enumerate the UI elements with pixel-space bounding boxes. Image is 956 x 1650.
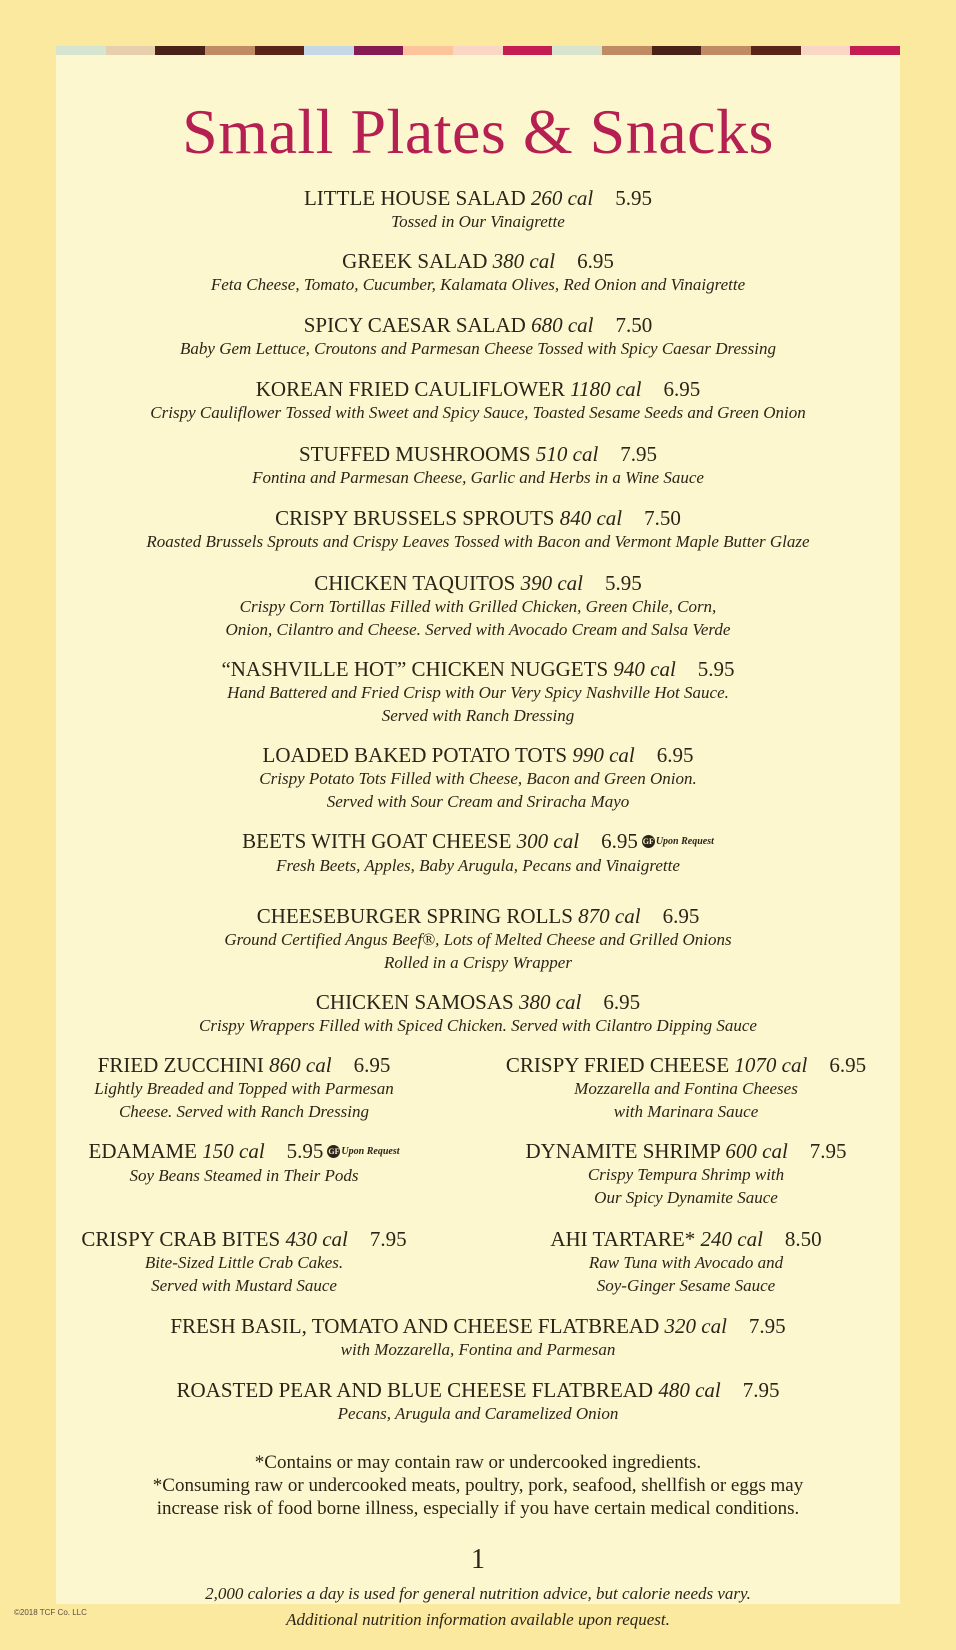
stripe-segment	[552, 46, 602, 55]
item-heading	[56, 657, 900, 681]
item-heading	[56, 442, 900, 466]
item-calories: 870 cal	[578, 904, 641, 928]
menu-item	[56, 186, 900, 233]
item-price: 6.95	[656, 743, 694, 767]
item-price: 7.95	[748, 1314, 786, 1338]
item-price: 5.95	[615, 186, 653, 210]
page-title: Small Plates & Snacks	[182, 96, 774, 167]
stripe-segment	[751, 46, 801, 55]
item-name: EDAMAME	[88, 1139, 198, 1163]
menu-item	[56, 904, 900, 974]
calorie-footnote: 2,000 calories a day is used for general nutrition advice, but calorie needs vary.	[205, 1584, 751, 1603]
item-name: CRISPY FRIED CHEESE	[505, 1053, 730, 1077]
stripe-segment	[503, 46, 553, 55]
item-heading	[56, 1139, 432, 1164]
menu-item	[56, 1314, 900, 1361]
item-name: LOADED BAKED POTATO TOTS	[262, 743, 568, 767]
item-description: Cheese. Served with Ranch Dressing	[118, 1102, 370, 1121]
gluten-free-note: Upon Request	[655, 836, 714, 847]
menu-item	[56, 571, 900, 641]
item-price: 6.95	[353, 1053, 391, 1077]
item-price: 7.95	[742, 1378, 780, 1402]
item-heading	[56, 1314, 900, 1338]
item-heading	[56, 1378, 900, 1402]
copyright: ©2018 TCF Co. LLC	[14, 1608, 87, 1617]
item-description: Served with Mustard Sauce	[151, 1276, 337, 1295]
item-price: 8.50	[784, 1227, 822, 1251]
stripe-segment	[155, 46, 205, 55]
item-description: Crispy Tempura Shrimp with	[587, 1165, 785, 1184]
item-calories: 480 cal	[658, 1378, 721, 1402]
item-name: LITTLE HOUSE SALAD	[303, 186, 526, 210]
menu-item	[56, 1053, 432, 1123]
item-price: 7.50	[615, 313, 653, 337]
item-name: DYNAMITE SHRIMP	[525, 1139, 721, 1163]
item-calories: 260 cal	[530, 186, 594, 210]
item-calories: 600 cal	[725, 1139, 788, 1163]
item-price: 7.95	[369, 1227, 407, 1251]
item-calories: 150 cal	[202, 1139, 265, 1163]
stripe-segment	[205, 46, 255, 55]
item-price: 5.95	[286, 1139, 324, 1163]
item-description: Our Spicy Dynamite Sauce	[594, 1188, 778, 1207]
raw-notice-line-3: increase risk of food borne illness, especially if you have certain medical conditions.	[156, 1498, 800, 1519]
item-calories: 320 cal	[664, 1314, 727, 1338]
stripe-segment	[453, 46, 503, 55]
item-description: Soy-Ginger Sesame Sauce	[596, 1276, 776, 1295]
item-calories: 680 cal	[531, 313, 594, 337]
raw-notice-line-2: *Consuming raw or undercooked meats, poultry, pork, seafood, shellfish or eggs may	[152, 1475, 804, 1496]
item-name: “NASHVILLE HOT” CHICKEN NUGGETS	[221, 657, 609, 681]
stripe-segment	[801, 46, 851, 55]
gluten-free-badge	[327, 1146, 399, 1157]
item-name: CHICKEN TAQUITOS	[314, 571, 516, 595]
stripe-segment	[850, 46, 900, 55]
item-heading	[56, 313, 900, 337]
menu-item	[466, 1053, 906, 1123]
stripe-segment	[602, 46, 652, 55]
menu-item	[56, 657, 900, 727]
item-price: 7.95	[620, 442, 658, 466]
item-heading	[56, 186, 900, 210]
item-description: Tossed in Our Vinaigrette	[391, 212, 565, 231]
stripe-segment	[56, 46, 106, 55]
menu-item	[56, 377, 900, 424]
item-description: Fontina and Parmesan Cheese, Garlic and Herbs in a Wine Sauce	[252, 468, 704, 487]
item-heading	[466, 1053, 906, 1077]
item-calories: 990 cal	[572, 743, 635, 767]
item-name: BEETS WITH GOAT CHEESE	[242, 829, 512, 853]
item-description: Crispy Potato Tots Filled with Cheese, Bacon and Green Onion.	[259, 769, 697, 788]
item-price: 5.95	[605, 571, 642, 595]
menu-item	[56, 442, 900, 489]
item-calories: 380 cal	[492, 249, 556, 273]
stripe-segment	[354, 46, 404, 55]
item-description: Crispy Corn Tortillas Filled with Grilled Chicken, Green Chile, Corn,	[239, 597, 717, 616]
raw-notice-line-1: *Contains or may contain raw or undercooked ingredients.	[254, 1452, 702, 1473]
item-description: with Mozzarella, Fontina and Parmesan	[340, 1340, 616, 1359]
stripe-segment	[304, 46, 354, 55]
item-name: CRISPY CRAB BITES	[81, 1227, 281, 1251]
menu-panel	[56, 46, 900, 1629]
item-price: 6.95	[577, 249, 614, 273]
item-name: CRISPY BRUSSELS SPROUTS	[275, 506, 555, 530]
item-description: Bite-Sized Little Crab Cakes.	[144, 1253, 344, 1272]
item-calories: 840 cal	[559, 506, 623, 530]
menu-item	[56, 743, 900, 813]
item-price: 7.95	[809, 1139, 847, 1163]
item-name: KOREAN FRIED CAULIFLOWER	[255, 377, 565, 401]
stripe-segment	[701, 46, 751, 55]
stripe-segment	[403, 46, 453, 55]
item-calories: 300 cal	[516, 829, 580, 853]
item-calories: 1180 cal	[570, 377, 642, 401]
item-description: Mozzarella and Fontina Cheeses	[574, 1079, 798, 1098]
item-calories: 1070 cal	[734, 1053, 808, 1077]
item-calories: 240 cal	[700, 1227, 763, 1251]
item-heading	[56, 829, 900, 854]
item-description: with Marinara Sauce	[613, 1102, 759, 1121]
menu-item	[56, 313, 900, 360]
gluten-free-icon: GF	[642, 837, 654, 846]
item-price: 6.95	[663, 377, 701, 401]
item-name: AHI TARTARE*	[550, 1227, 696, 1251]
item-heading	[56, 990, 900, 1014]
color-stripe	[56, 46, 900, 55]
item-description: Fresh Beets, Apples, Baby Arugula, Pecans and Vinaigrette	[276, 856, 680, 875]
item-name: CHICKEN SAMOSAS	[315, 990, 514, 1014]
item-price: 7.50	[644, 506, 681, 530]
item-heading	[56, 904, 900, 928]
item-heading	[466, 1139, 906, 1163]
item-description: Served with Ranch Dressing	[381, 706, 575, 725]
item-price: 6.95	[601, 829, 638, 853]
item-price: 6.95	[662, 904, 700, 928]
item-description: Crispy Wrappers Filled with Spiced Chicken. Served with Cilantro Dipping Sauce	[199, 1016, 757, 1035]
item-description: Served with Sour Cream and Sriracha Mayo	[326, 792, 630, 811]
item-calories: 940 cal	[613, 657, 676, 681]
menu-item	[56, 829, 900, 877]
item-description: Ground Certified Angus Beef®, Lots of Melted Cheese and Grilled Onions	[224, 930, 732, 949]
item-calories: 390 cal	[520, 571, 584, 595]
item-calories: 380 cal	[518, 990, 582, 1014]
stripe-segment	[652, 46, 702, 55]
item-heading	[466, 1227, 906, 1251]
item-heading	[56, 571, 900, 595]
item-description: Soy Beans Steamed in Their Pods	[129, 1166, 359, 1185]
menu-item	[466, 1139, 906, 1209]
item-description: Raw Tuna with Avocado and	[588, 1253, 784, 1272]
item-description: Feta Cheese, Tomato, Cucumber, Kalamata Olives, Red Onion and Vinaigrette	[210, 275, 746, 294]
item-description: Roasted Brussels Sprouts and Crispy Leaves Tossed with Bacon and Vermont Maple Butter Glaze	[146, 532, 810, 551]
item-heading	[56, 1053, 432, 1077]
item-description: Pecans, Arugula and Caramelized Onion	[337, 1404, 619, 1423]
item-name: FRIED ZUCCHINI	[97, 1053, 264, 1077]
item-calories: 860 cal	[269, 1053, 332, 1077]
item-calories: 430 cal	[285, 1227, 348, 1251]
menu-item	[56, 506, 900, 553]
gluten-free-note: Upon Request	[341, 1146, 400, 1157]
item-name: STUFFED MUSHROOMS	[298, 442, 531, 466]
page-number: 1	[471, 1544, 485, 1575]
item-price: 6.95	[829, 1053, 867, 1077]
item-description: Hand Battered and Fried Crisp with Our Very Spicy Nashville Hot Sauce.	[227, 683, 729, 702]
item-heading	[56, 377, 900, 401]
nutrition-footnote: Additional nutrition information available upon request.	[286, 1610, 670, 1629]
menu-item	[56, 990, 900, 1037]
item-heading	[56, 743, 900, 767]
item-name: CHEESEBURGER SPRING ROLLS	[256, 904, 573, 928]
item-calories: 510 cal	[535, 442, 599, 466]
gluten-free-icon: GF	[328, 1147, 340, 1156]
item-heading	[56, 506, 900, 530]
item-description: Lightly Breaded and Topped with Parmesan	[94, 1079, 394, 1098]
item-name: SPICY CAESAR SALAD	[303, 313, 526, 337]
item-heading	[56, 1227, 432, 1251]
menu-item	[56, 1139, 432, 1187]
stripe-segment	[106, 46, 156, 55]
item-heading	[56, 249, 900, 273]
item-price: 5.95	[697, 657, 735, 681]
stripe-segment	[255, 46, 305, 55]
item-description: Baby Gem Lettuce, Croutons and Parmesan Cheese Tossed with Spicy Caesar Dressing	[180, 339, 776, 358]
menu-item	[56, 1378, 900, 1425]
menu-item	[56, 249, 900, 296]
item-description: Onion, Cilantro and Cheese. Served with Avocado Cream and Salsa Verde	[225, 620, 731, 639]
item-name: ROASTED PEAR AND BLUE CHEESE FLATBREAD	[176, 1378, 654, 1402]
item-description: Rolled in a Crispy Wrapper	[384, 953, 572, 972]
gluten-free-badge	[642, 836, 714, 847]
item-price: 6.95	[603, 990, 641, 1014]
menu-item	[466, 1227, 906, 1297]
item-name: FRESH BASIL, TOMATO AND CHEESE FLATBREAD	[170, 1314, 660, 1338]
item-name: GREEK SALAD	[342, 249, 488, 273]
menu-item	[56, 1227, 432, 1297]
item-description: Crispy Cauliflower Tossed with Sweet and Spicy Sauce, Toasted Sesame Seeds and Green Onion	[150, 403, 806, 422]
